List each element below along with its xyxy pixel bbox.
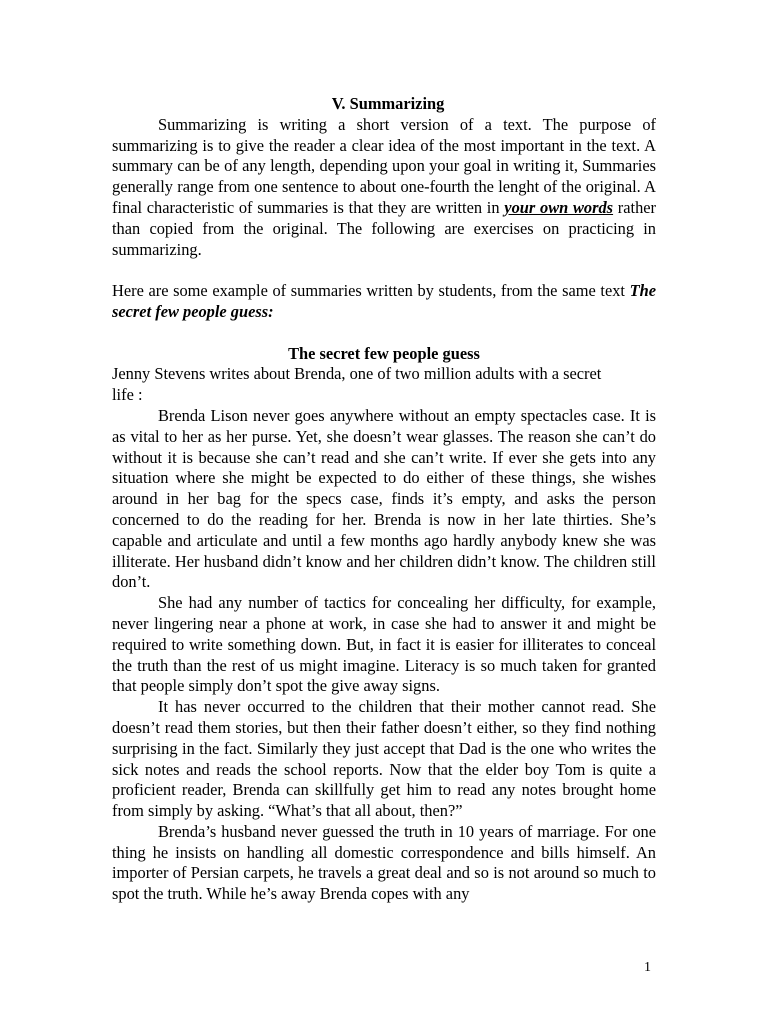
- intro-emphasis: your own words: [504, 197, 614, 217]
- intro-text-part2: rather than copied from the original. The following are exercises on practicing in summarizing.: [112, 197, 657, 259]
- example-intro-paragraph: [112, 281, 656, 323]
- example-intro-text: Here are some example of summaries written by students, from the same text: [112, 281, 630, 301]
- intro-text-part1: Summarizing is writing a short version of a text. The purpose of summarizing is to give the reader a clear idea of the most important in the text. A summary can be of any length, depending upon your goal in writing it, Summaries generally range from one sentence to about one-fourth the lenght of the original. A final characteristic of summaries is that they are written in: [112, 114, 656, 217]
- story-paragraph-1: Brenda Lison never goes anywhere without an empty spectacles case. It is as vital to her as her purse. Yet, she doesn’t wear glasses. The reason she can’t do without it is because she can’t read and she can’t write. If ever she gets into any situation where she might be expected to do either of these things, she wishes around in her bag for the specs case, finds it’s empty, and asks the person concerned to do the reading for her. Brenda is now in her late thirties. She’s capable and articulate and until a few months ago hardly anybody knew she was illiterate. Her husband didn’t know and her children didn’t know. The children still don’t.: [112, 405, 656, 592]
- paragraph-gap: [112, 323, 656, 344]
- intro-paragraph: [112, 115, 656, 261]
- story-paragraph-3: It has never occurred to the children that their mother cannot read. She doesn’t read them stories, but then their father doesn’t either, so they find nothing surprising in the fact. Similarly they just accept that Dad is the one who writes the sick notes and reads the school reports. Now that the elder boy Tom is quite a proficient reader, Brenda can skillfully get him to read any notes brought home from simply by asking. “What’s that all about, then?”: [112, 697, 656, 821]
- story-title: The secret few people guess: [288, 343, 480, 363]
- paragraph-gap: [112, 260, 656, 281]
- page-number: 1: [644, 960, 651, 975]
- section-heading: V. Summarizing: [331, 94, 445, 113]
- story-paragraph-2: She had any number of tactics for concealing her difficulty, for example, never lingering near a phone at work, in case she had to answer it and might be required to write something down. But, in fact it is easier for illiterates to conceal the truth than the rest of us might imagine. Literacy is so much taken for granted that people simply don’t spot the give away signs.: [112, 593, 656, 696]
- story-paragraph-4: Brenda’s husband never guessed the truth in 10 years of marriage. For one thing he insists on handling all domestic correspondence and bills himself. An importer of Persian carpets, he travels a great deal and so is not around so much to spot the truth. While he’s away Brenda copes with any: [112, 821, 656, 904]
- document-page: [112, 94, 656, 905]
- example-intro-emphasis: The secret few people guess:: [112, 281, 656, 321]
- byline: Jenny Stevens writes about Brenda, one of two million adults with a secret life :: [112, 364, 602, 405]
